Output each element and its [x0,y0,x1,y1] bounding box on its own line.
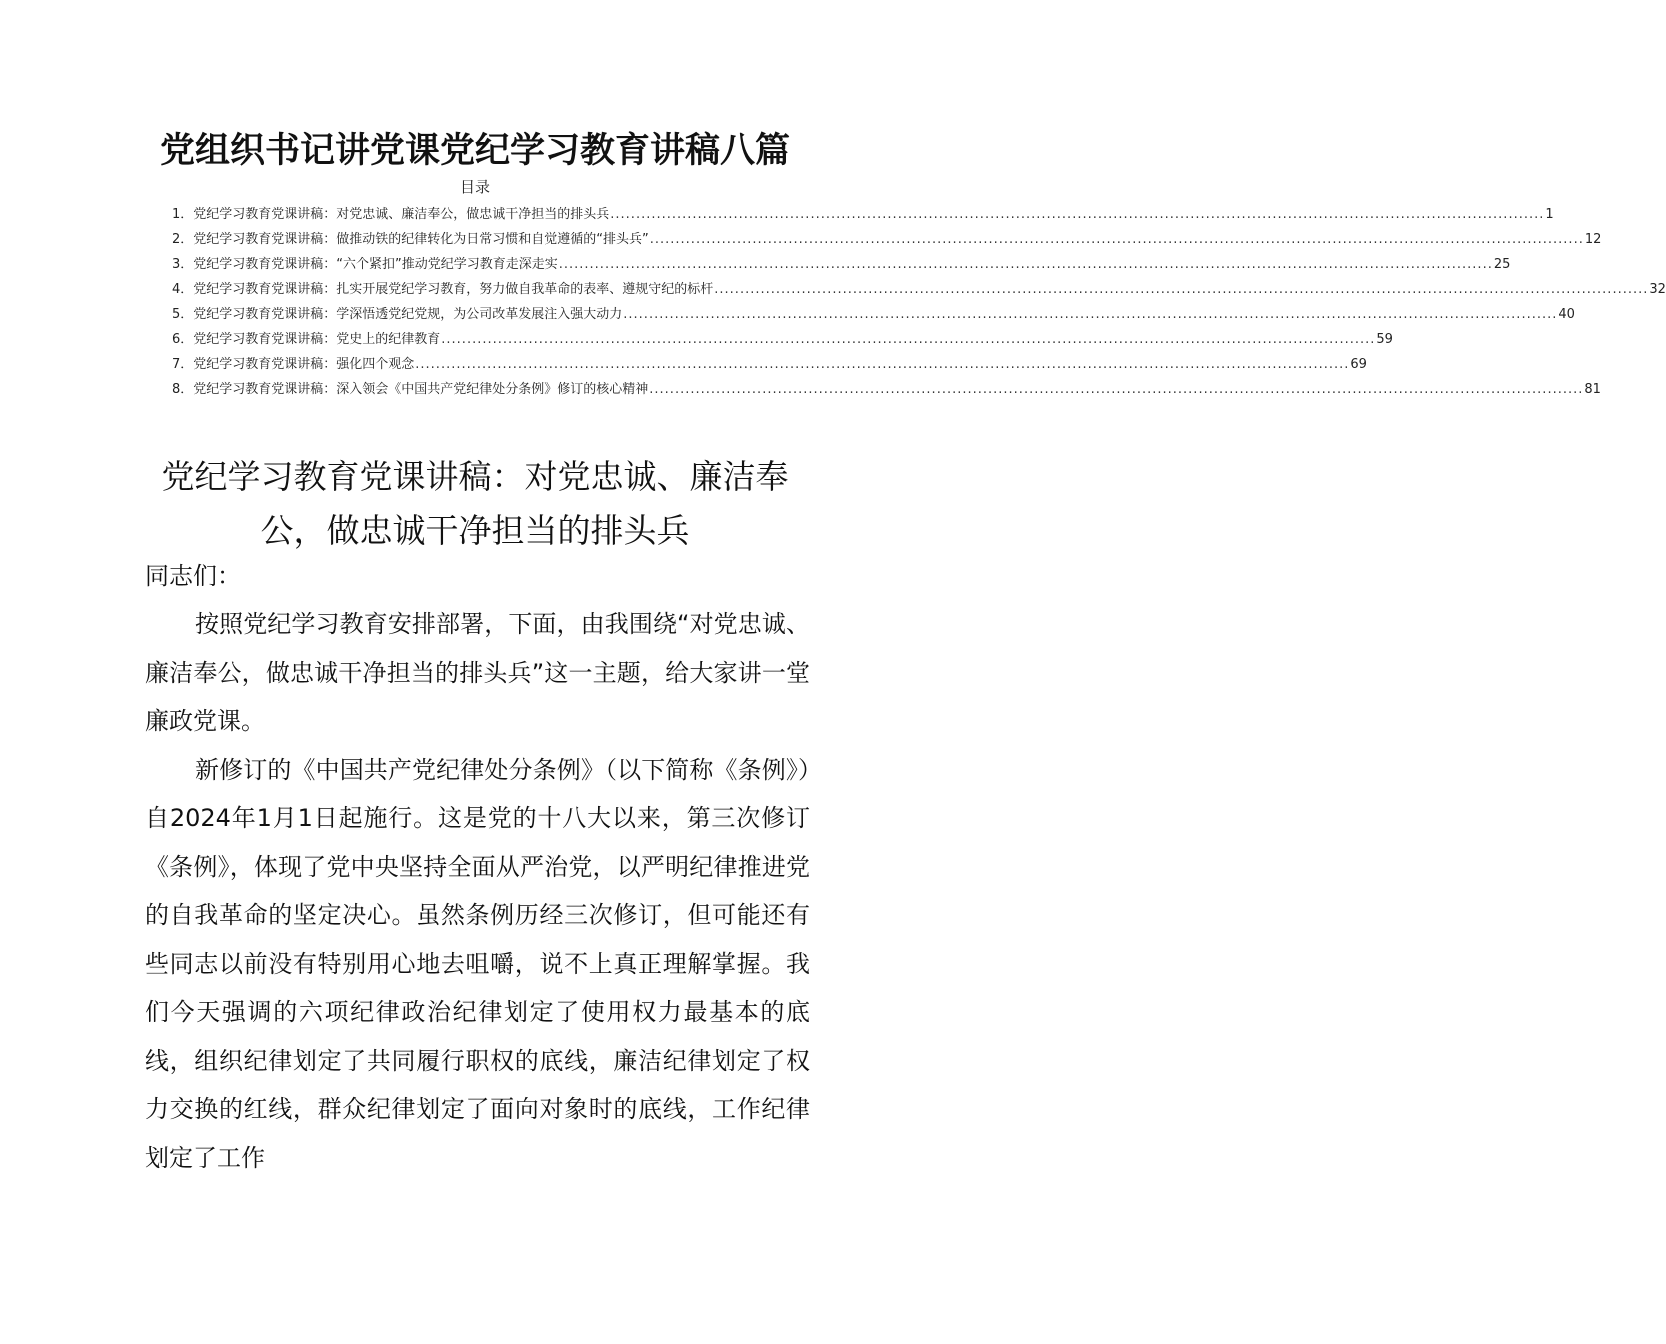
toc-entry-text: 6．党纪学习教育党课讲稿：党史上的纪律教育 [172,332,441,347]
toc-entry[interactable] [172,327,1393,352]
toc-leader-dots [441,327,1375,352]
toc-entry-text: 5．党纪学习教育党课讲稿：学深悟透党纪党规，为公司改革发展注入强大动力 [172,307,623,322]
toc-entry-page: 69 [1350,357,1367,372]
article-title: 党纪学习教育党课讲稿：对党忠诚、廉洁奉公，做忠诚干净担当的排头兵 [161,457,789,550]
toc-entry-page: 59 [1376,332,1393,347]
toc-entry-text: 2．党纪学习教育党课讲稿：做推动铁的纪律转化为日常习惯和自觉遵循的“排头兵” [172,232,649,247]
toc-leader-dots [649,377,1583,402]
toc-entry[interactable] [172,202,1554,227]
toc-leader-dots [623,302,1557,327]
toc-entry-text: 8．党纪学习教育党课讲稿：深入领会《中国共产党纪律处分条例》修订的核心精神 [172,382,649,397]
salutation: 同志们： [145,562,241,590]
toc-entry-page: 40 [1558,307,1575,322]
toc-entry-text: 1．党纪学习教育党课讲稿：对党忠诚、廉洁奉公，做忠诚干净担当的排头兵 [172,207,610,222]
toc-entry-text: 3．党纪学习教育党课讲稿：“六个紧扣”推动党纪学习教育走深走实 [172,257,558,272]
toc-heading: 目录 [459,178,490,196]
toc-entry[interactable] [172,252,1511,277]
document-title: 党组织书记讲党课党纪学习教育讲稿八篇 [159,131,790,171]
toc-entry-page: 1 [1545,207,1554,222]
toc-entry[interactable] [172,277,1666,302]
toc-entry-text: 7．党纪学习教育党课讲稿：强化四个观念 [172,357,415,372]
toc-leader-dots [415,352,1349,377]
toc-entry[interactable] [172,377,1601,402]
toc-entry-text: 4．党纪学习教育党课讲稿：扎实开展党纪学习教育，努力做自我革命的表率、遵规守纪的标杆 [172,282,714,297]
toc-leader-dots [559,252,1493,277]
toc-entry-page: 32 [1649,282,1666,297]
toc-entry[interactable] [172,227,1602,252]
body-paragraph: 按照党纪学习教育安排部署，下面，由我围绕“对党忠诚、廉洁奉公，做忠诚干净担当的排头兵”这一主题，给大家讲一堂廉政党课。 [145,610,810,735]
toc-leader-dots [650,227,1584,252]
toc-entry-page: 81 [1584,382,1601,397]
article-body [145,600,810,1182]
toc-entry[interactable] [172,352,1367,377]
toc-leader-dots [714,277,1648,302]
toc-entry[interactable] [172,302,1575,327]
body-paragraph: 新修订的《中国共产党纪律处分条例》（以下简称《条例》）自2024年1月1日起施行。这是党的十八大以来，第三次修订《条例》，体现了党中央坚持全面从严治党，以严明纪律推进党的自我革命的坚定决心。虽然条例历经三次修订，但可能还有些同志以前没有特别用心地去咀嚼，说不上真正理解掌握。我们今天强调的六项纪律政治纪律划定了使用权力最基本的底线，组织纪律划定了共同履行职权的底线，廉洁纪律划定了权力交换的红线，群众纪律划定了面向对象时的底线，工作纪律划定了工作 [145,755,810,1172]
toc-entry-page: 12 [1584,232,1602,247]
table-of-contents [172,202,1666,402]
toc-entry-page: 25 [1493,257,1511,272]
toc-leader-dots [610,202,1544,227]
